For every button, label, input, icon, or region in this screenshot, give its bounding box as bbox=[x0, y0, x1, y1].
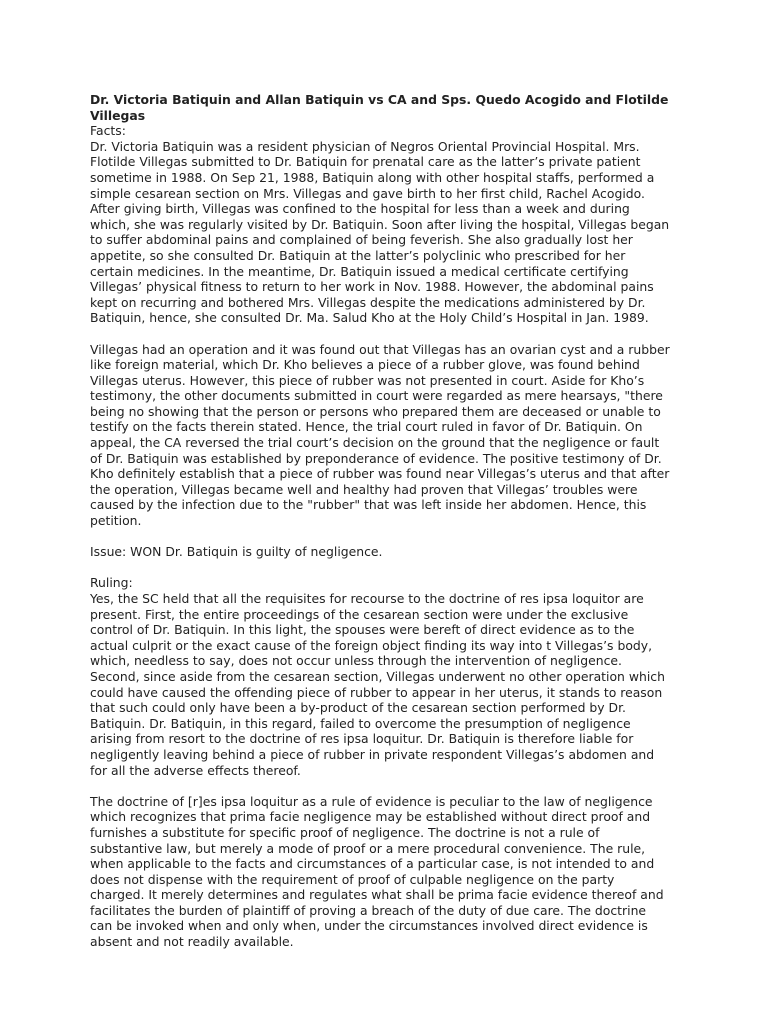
text-line: charged. It merely determines and regulates what shall be prima facie evidence thereof and bbox=[90, 887, 664, 903]
text-line: Second, since aside from the cesarean section, Villegas underwent no other operation which bbox=[90, 668, 665, 684]
text-line: After giving birth, Villegas was confined to the hospital for less than a week and during bbox=[90, 201, 630, 217]
text-line: Batiquin, hence, she consulted Dr. Ma. Salud Kho at the Holy Child’s Hospital in Jan. 1989. bbox=[90, 310, 649, 326]
text-line: testimony, the other documents submitted in court were regarded as mere hearsays, "there bbox=[90, 388, 663, 404]
text-line: Dr. Victoria Batiquin was a resident physician of Negros Oriental Provincial Hospital. Mrs. bbox=[90, 138, 640, 154]
text-line: Villegas uterus. However, this piece of rubber was not presented in court. Aside for Kho’s bbox=[90, 372, 645, 388]
text-line: that such could only have been a by-product of the cesarean section performed by Dr. bbox=[90, 700, 626, 716]
text-line: negligently leaving behind a piece of rubber in private respondent Villegas’s abdomen and bbox=[90, 746, 655, 762]
text-line: simple cesarean section on Mrs. Villegas and gave birth to her first child, Rachel Acogido. bbox=[90, 185, 645, 201]
text-line: of Dr. Batiquin was established by preponderance of evidence. The positive testimony of Dr. bbox=[90, 450, 662, 466]
document-page bbox=[90, 92, 690, 965]
text-line: Flotilde Villegas submitted to Dr. Batiquin for prenatal care as the latter’s private patient bbox=[90, 154, 641, 170]
text-line: which, needless to say, does not occur unless through the intervention of negligence. bbox=[90, 653, 622, 669]
text-line: for all the adverse effects thereof. bbox=[90, 762, 301, 778]
text-line: The doctrine of [r]es ipsa loquitur as a rule of evidence is peculiar to the law of negligence bbox=[90, 793, 653, 809]
facts-label: Facts: bbox=[90, 123, 126, 139]
text-line: appeal, the CA reversed the trial court’s decision on the ground that the negligence or fault bbox=[90, 435, 660, 451]
ruling-label: Ruling: bbox=[90, 575, 133, 591]
case-title bbox=[90, 92, 690, 123]
facts-paragraph bbox=[90, 139, 690, 326]
text-line: Villegas had an operation and it was found out that Villegas has an ovarian cyst and a rubber bbox=[90, 341, 670, 357]
issue-paragraph bbox=[90, 544, 690, 560]
text-line: absent and not readily available. bbox=[90, 934, 294, 950]
text-line: Yes, the SC held that all the requisites for recourse to the doctrine of res ipsa loquitor are bbox=[90, 591, 644, 606]
text-line: certain medicines. In the meantime, Dr. Batiquin issued a medical certificate certifying bbox=[90, 263, 629, 279]
text-line: which, she was regularly visited by Dr. Batiquin. Soon after living the hospital, Villegas began bbox=[90, 216, 670, 232]
issue-line: Issue: WON Dr. Batiquin is guilty of negligence. bbox=[90, 544, 383, 560]
text-line: control of Dr. Batiquin. In this light, the spouses were bereft of direct evidence as to the bbox=[90, 622, 635, 638]
text-line: present. First, the entire proceedings of the cesarean section were under the exclusive bbox=[90, 606, 629, 622]
text-line: kept on recurring and bothered Mrs. Villegas despite the medications administered by Dr. bbox=[90, 294, 646, 310]
text-line: being no showing that the person or persons who prepared them are deceased or unable to bbox=[90, 403, 661, 419]
text-line: when applicable to the facts and circumstances of a particular case, is not intended to and bbox=[90, 856, 655, 872]
case-title-line: Villegas bbox=[90, 107, 146, 123]
text-line: actual culprit or the exact cause of the foreign object finding its way into t Villegas’s body, bbox=[90, 637, 653, 653]
text-line: petition. bbox=[90, 513, 142, 529]
operation-paragraph bbox=[90, 342, 690, 529]
text-line: Villegas’ physical fitness to return to her work in Nov. 1988. However, the abdominal pains bbox=[90, 279, 654, 295]
text-line: appetite, so she consulted Dr. Batiquin at the latter’s polyclinic who prescribed for her bbox=[90, 247, 626, 263]
text-line: caused by the infection due to the "rubber" that was left inside her abdomen. Hence, this bbox=[90, 497, 647, 513]
text-line: which recognizes that prima facie negligence may be established without direct proof and bbox=[90, 809, 651, 825]
case-title-line: Dr. Victoria Batiquin and Allan Batiquin vs CA and Sps. Quedo Acogido and Flotilde bbox=[90, 92, 669, 107]
text-line: the operation, Villegas became well and healthy had proven that Villegas’ troubles were bbox=[90, 481, 638, 497]
text-line: can be invoked when and only when, under the circumstances involved direct evidence is bbox=[90, 918, 648, 934]
text-line: Kho definitely establish that a piece of rubber was found near Villegas’s uterus and that after bbox=[90, 466, 670, 482]
doctrine-paragraph bbox=[90, 794, 690, 950]
ruling-paragraph bbox=[90, 591, 690, 778]
text-line: arising from resort to the doctrine of res ipsa loquitur. Dr. Batiquin is therefore liable for bbox=[90, 731, 634, 747]
text-line: sometime in 1988. On Sep 21, 1988, Batiquin along with other hospital staffs, performed a bbox=[90, 169, 655, 185]
text-line: to suffer abdominal pains and complained of being feverish. She also gradually lost her bbox=[90, 232, 633, 248]
text-line: substantive law, but merely a mode of proof or a mere procedural convenience. The rule, bbox=[90, 840, 646, 856]
text-line: Batiquin. Dr. Batiquin, in this regard, failed to overcome the presumption of negligence bbox=[90, 715, 631, 731]
text-line: facilitates the burden of plaintiff of proving a breach of the duty of due care. The doctrine bbox=[90, 902, 647, 918]
text-line: like foreign material, which Dr. Kho believes a piece of a rubber glove, was found behind bbox=[90, 357, 640, 373]
text-line: does not dispense with the requirement of proof of culpable negligence on the party bbox=[90, 871, 615, 887]
text-line: furnishes a substitute for specific proof of negligence. The doctrine is not a rule of bbox=[90, 824, 600, 840]
text-line: testify on the facts therein stated. Hence, the trial court ruled in favor of Dr. Batiquin. On bbox=[90, 419, 643, 435]
text-line: could have caused the offending piece of rubber to appear in her uterus, it stands to reason bbox=[90, 684, 663, 700]
